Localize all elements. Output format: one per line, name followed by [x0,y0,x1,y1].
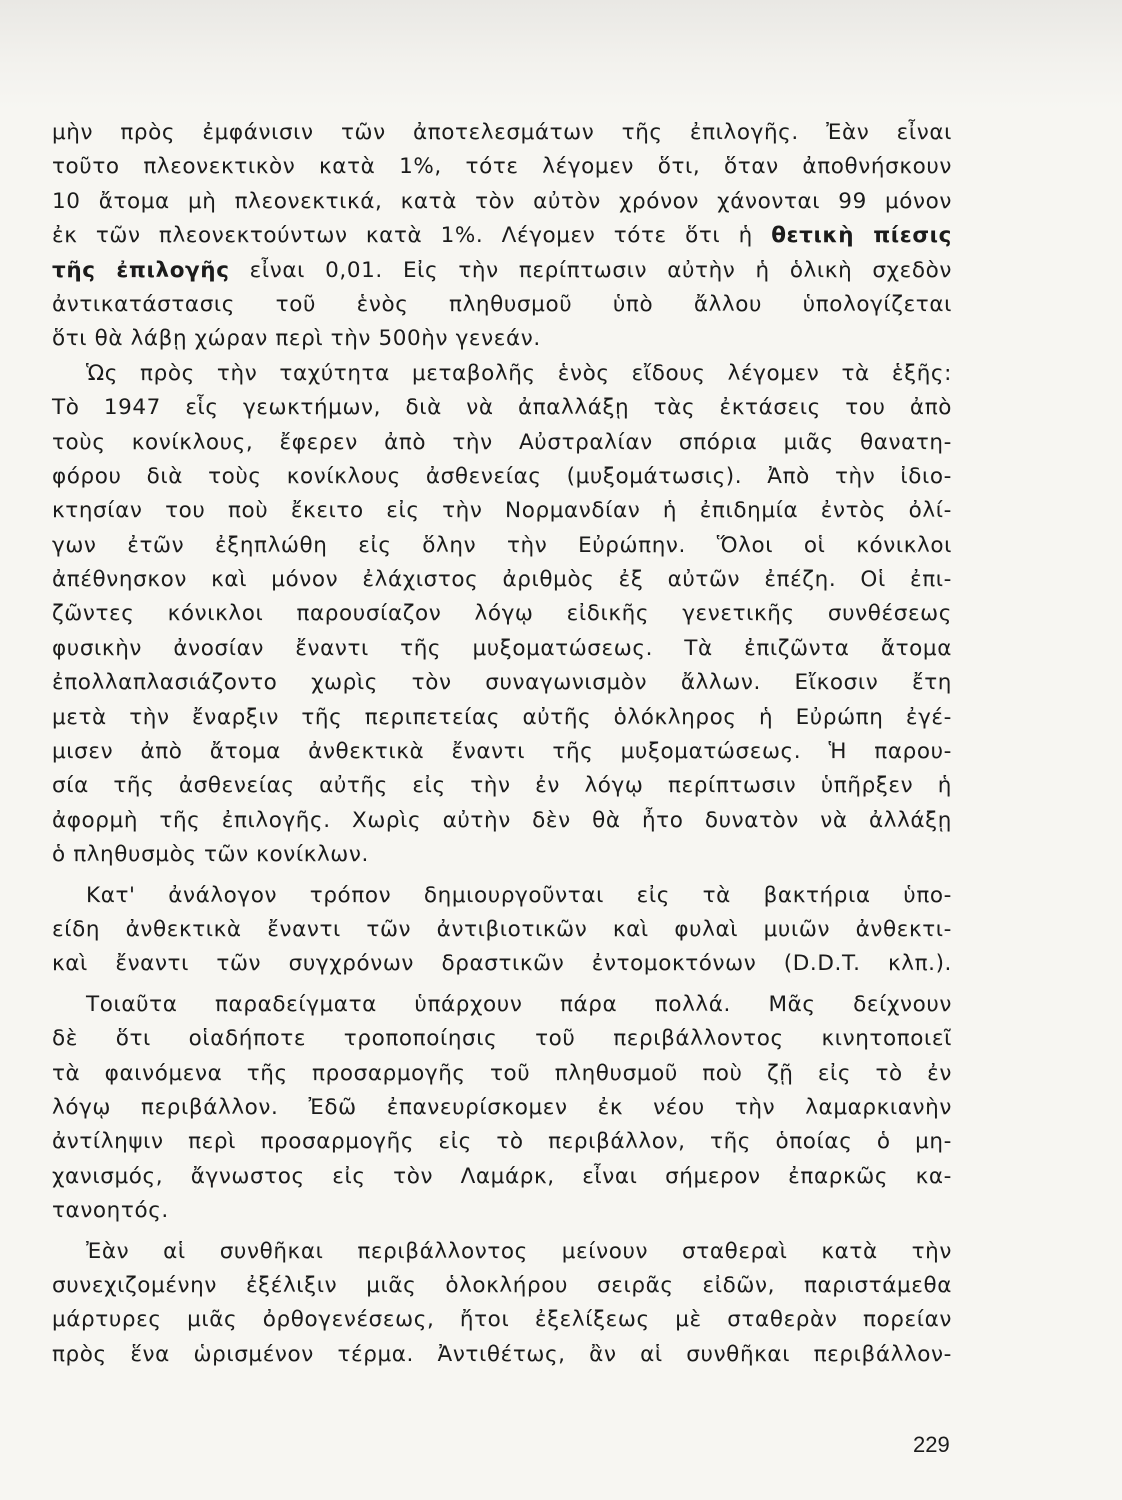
text-line: Ὡς πρὸς τὴν ταχύτητα μεταβολῆς ἑνὸς εἴδους λέγομεν τὰ ἑξῆς: [86,360,952,386]
text-span: ἐκ τῶν πλεονεκτούντων κατὰ 1%. Λέγομεν τότε ὅτι ἡ [52,223,772,249]
text-line: τοὺς κονίκλους, ἔφερεν ἀπὸ τὴν Αὐστραλίαν σπόρια μιᾶς θανατη- [52,429,952,455]
text-line: φόρου διὰ τοὺς κονίκλους ἀσθενείας (μυξομάτωσις). Ἀπὸ τὴν ἰδιο- [52,463,952,489]
text-line: 10 ἄτομα μὴ πλεονεκτικά, κατὰ τὸν αὐτὸν χρόνον χάνονται 99 μόνον [52,188,952,214]
text-line: ἐπολλαπλασιάζοντο χωρὶς τὸν συναγωνισμὸν ἄλλων. Εἴκοσιν ἔτη [52,670,952,696]
text-line: τανοητός. [52,1198,169,1224]
text-line: ἀφορμὴ τῆς ἐπιλογῆς. Χωρὶς αὐτὴν δὲν θὰ ἦτο δυνατὸν νὰ ἀλλάξῃ [52,807,952,833]
text-line: μετὰ τὴν ἔναρξιν τῆς περιπετείας αὐτῆς ὁλόκληρος ἡ Εὐρώπη ἐγέ- [52,704,952,730]
text-line [52,219,952,253]
bold-term: θετικὴ πίεσις [771,223,953,249]
text-line: ἀντίληψιν περὶ προσαρμογῆς εἰς τὸ περιβάλλον, τῆς ὁποίας ὁ μη- [52,1129,952,1155]
text-line: τοῦτο πλεονεκτικὸν κατὰ 1%, τότε λέγομεν ὅτι, ὅταν ἀποθνήσκουν [52,154,952,180]
body-text [52,116,952,1372]
text-line: μισεν ἀπὸ ἄτομα ἀνθεκτικὰ ἔναντι τῆς μυξοματώσεως. Ἡ παρου- [52,739,952,765]
text-line: χανισμός, ἄγνωστος εἰς τὸν Λαμάρκ, εἶναι σήμερον ἐπαρκῶς κα- [52,1163,952,1189]
text-line: λόγῳ περιβάλλον. Ἐδῶ ἐπανευρίσκομεν ἐκ νέου τὴν λαμαρκιανὴν [52,1094,952,1120]
text-line: ὁ πληθυσμὸς τῶν κονίκλων. [52,842,369,868]
text-line: ὅτι θὰ λάβῃ χώραν περὶ τὴν 500ὴν γενεάν. [52,326,541,352]
text-line: μάρτυρες μιᾶς ὀρθογενέσεως, ἤτοι ἐξελίξεως μὲ σταθερὰν πορείαν [52,1307,952,1333]
text-line: γων ἐτῶν ἐξηπλώθη εἰς ὅλην τὴν Εὐρώπην. Ὅλοι οἱ κόνικλοι [52,532,952,558]
text-line: είδη ἀνθεκτικὰ ἔναντι τῶν ἀντιβιοτικῶν καὶ φυλαὶ μυιῶν ἀνθεκτι- [52,916,952,942]
text-line: σία τῆς ἀσθενείας αὐτῆς εἰς τὴν ἐν λόγῳ περίπτωσιν ὑπῆρξεν ἡ [52,773,952,799]
text-line [52,254,952,288]
text-line: Κατ' ἀνάλογον τρόπον δημιουργοῦνται εἰς τὰ βακτήρια ὑπο- [86,882,952,908]
text-line: καὶ ἔναντι τῶν συγχρόνων δραστικῶν ἐντομοκτόνων (D.D.T. κλπ.). [52,951,952,977]
text-line: Ἐὰν αἱ συνθῆκαι περιβάλλοντος μείνουν σταθεραὶ κατὰ τὴν [86,1238,952,1264]
text-line: Τὸ 1947 εἷς γεωκτήμων, διὰ νὰ ἀπαλλάξῃ τὰς ἐκτάσεις του ἀπὸ [52,395,952,421]
text-line: φυσικὴν ἀνοσίαν ἔναντι τῆς μυξοματώσεως. Τὰ ἐπιζῶντα ἄτομα [52,635,952,661]
bold-term: τῆς ἐπιλογῆς [52,257,230,283]
page-number: 229 [913,1432,950,1457]
text-line: ἀπέθνησκον καὶ μόνον ἐλάχιστος ἀριθμὸς ἐξ αὐτῶν ἐπέζη. Οἱ ἐπι- [52,567,952,593]
text-line: ἀντικατάστασις τοῦ ἑνὸς πληθυσμοῦ ὑπὸ ἄλλου ὑπολογίζεται [52,291,952,317]
scan-top-shading [0,0,1122,110]
text-line: τὰ φαινόμενα τῆς προσαρμογῆς τοῦ πληθυσμοῦ ποὺ ζῇ εἰς τὸ ἐν [52,1060,952,1086]
text-line: Τοιαῦτα παραδείγματα ὑπάρχουν πάρα πολλά. Μᾶς δείχνουν [86,991,952,1017]
text-line: πρὸς ἕνα ὡρισμένον τέρμα. Ἀντιθέτως, ἂν αἱ συνθῆκαι περιβάλλον- [52,1341,952,1367]
text-line: κτησίαν του ποὺ ἔκειτο εἰς τὴν Νορμανδίαν ἡ ἐπιδημία ἐντὸς ὀλί- [52,498,952,524]
text-line: συνεχιζομένην ἐξέλιξιν μιᾶς ὁλοκλήρου σειρᾶς εἰδῶν, παριστάμεθα [52,1272,952,1298]
text-line: ζῶντες κόνικλοι παρουσίαζον λόγῳ εἰδικῆς γενετικῆς συνθέσεως [52,601,952,627]
text-line: δὲ ὅτι οἱαδήποτε τροποποίησις τοῦ περιβάλλοντος κινητοποιεῖ [52,1026,952,1052]
text-line: μὴν πρὸς ἐμφάνισιν τῶν ἀποτελεσμάτων τῆς ἐπιλογῆς. Ἐὰν εἶναι [52,120,952,145]
text-span: εἶναι 0,01. Εἰς τὴν περίπτωσιν αὐτὴν ἡ ὁλικὴ σχεδὸν [229,257,952,283]
